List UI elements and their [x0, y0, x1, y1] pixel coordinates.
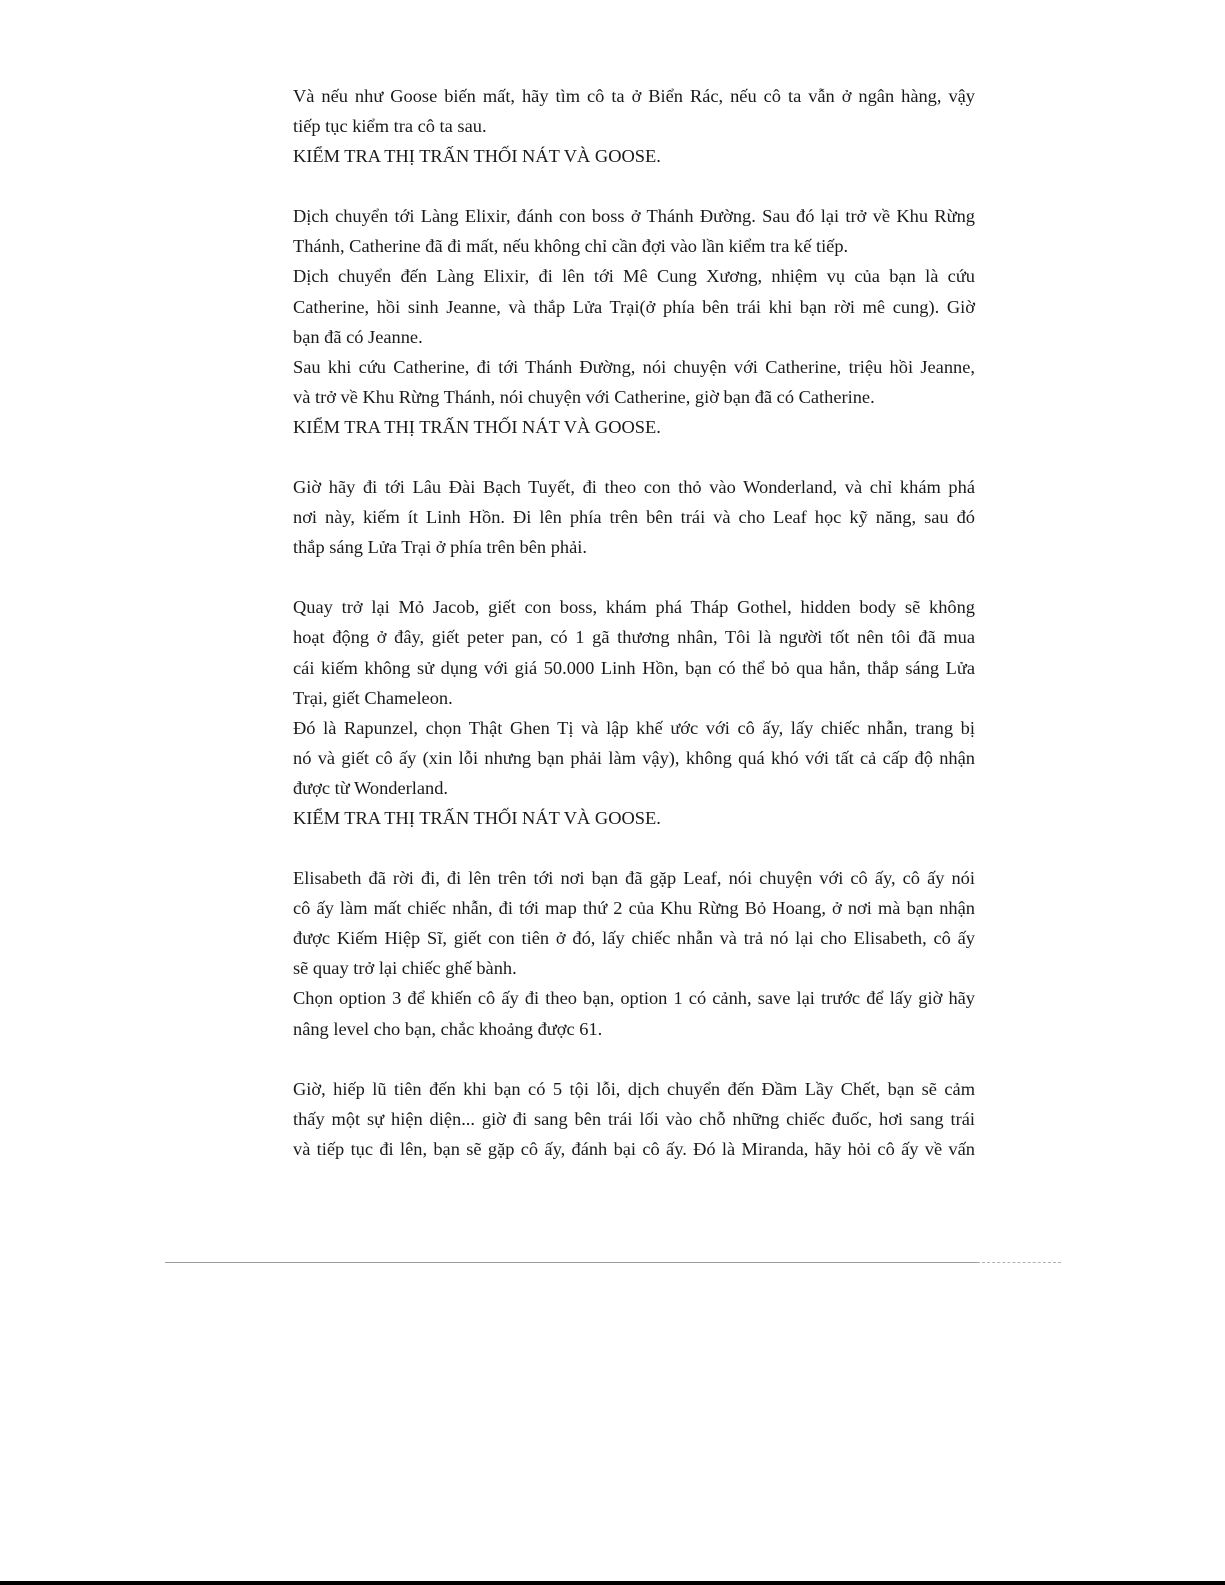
text-line: Trại, giết Chameleon. [293, 687, 453, 708]
page-break-line [165, 1262, 977, 1263]
text-line: và tiếp tục đi lên, bạn sẽ gặp cô ấy, đánh bại cô ấy. Đó là Miranda, hãy hỏi cô ấy về vấn [293, 1138, 975, 1159]
paragraph-elisabeth [293, 863, 975, 1044]
text-line: Dịch chuyển tới Làng Elixir, đánh con boss ở Thánh Đường. Sau đó lại trở về Khu Rừng [293, 206, 975, 227]
text-line: Thánh, Catherine đã đi mất, nếu không chỉ cần đợi vào lần kiểm tra kế tiếp. [293, 236, 849, 257]
text-line: Quay trở lại Mỏ Jacob, giết con boss, khám phá Tháp Gothel, hidden body sẽ không [293, 597, 975, 618]
text-line: tiếp tục kiểm tra cô ta sau. [293, 116, 487, 137]
text-line: cái kiếm không sử dụng với giá 50.000 Linh Hồn, bạn có thể bỏ qua hắn, thắp sáng Lửa [293, 657, 975, 678]
text-line: Giờ, hiếp lũ tiên đến khi bạn có 5 tội lỗi, dịch chuyển đến Đầm Lầy Chết, bạn sẽ cảm [293, 1078, 975, 1099]
text-line: Đó là Rapunzel, chọn Thật Ghen Tị và lập khế ước với cô ấy, lấy chiếc nhẫn, trang bị [293, 717, 975, 738]
text-line: Catherine, hồi sinh Jeanne, và thắp Lửa Trại(ở phía bên trái khi bạn rời mê cung). Giờ [293, 296, 975, 317]
paragraph-jacob-mine [293, 592, 975, 833]
paragraph-snow-white-castle [293, 472, 975, 562]
paragraph-elixir-village [293, 201, 975, 442]
text-line: Sau khi cứu Catherine, đi tới Thánh Đường, nói chuyện với Catherine, triệu hồi Jeanne, [293, 356, 975, 377]
page-break-line-tail [977, 1262, 1061, 1263]
text-line: sẽ quay trở lại chiếc ghế bành. [293, 958, 517, 979]
text-line: được Kiếm Hiệp Sĩ, giết con tiên ở đó, lấy chiếc nhẫn và trả nó lại cho Elisabeth, cô ấy [293, 928, 975, 949]
text-line: thắp sáng Lửa Trại ở phía trên bên phải. [293, 537, 587, 558]
text-line: KIỂM TRA THỊ TRẤN THỐI NÁT VÀ GOOSE. [293, 807, 661, 828]
paragraph-dead-swamp [293, 1074, 975, 1164]
text-line: KIỂM TRA THỊ TRẤN THỐI NÁT VÀ GOOSE. [293, 416, 661, 437]
text-line: thấy một sự hiện diện... giờ đi sang bên trái lối vào chỗ những chiếc đuốc, hơi sang trái [293, 1108, 975, 1129]
text-line: được từ Wonderland. [293, 777, 449, 798]
text-line: nâng level cho bạn, chắc khoảng được 61. [293, 1018, 603, 1039]
text-line: Giờ hãy đi tới Lâu Đài Bạch Tuyết, đi theo con thỏ vào Wonderland, và chỉ khám phá [293, 477, 975, 498]
text-line: Và nếu như Goose biến mất, hãy tìm cô ta ở Biển Rác, nếu cô ta vẫn ở ngân hàng, vậy [293, 86, 975, 106]
paragraph-goose-check [293, 81, 975, 171]
page-bottom-edge [0, 1581, 1225, 1585]
text-line: Elisabeth đã rời đi, đi lên trên tới nơi bạn đã gặp Leaf, nói chuyện với cô ấy, cô ấy nói [293, 868, 975, 889]
text-line: Chọn option 3 để khiến cô ấy đi theo bạn, option 1 có cảnh, save lại trước để lấy giờ hãy [293, 988, 975, 1009]
text-line: Dịch chuyển đến Làng Elixir, đi lên tới Mê Cung Xương, nhiệm vụ của bạn là cứu [293, 266, 975, 287]
text-line: nó và giết cô ấy (xin lỗi nhưng bạn phải làm vậy), không quá khó với tất cả cấp độ nhận [293, 747, 975, 768]
text-line: cô ấy làm mất chiếc nhẫn, đi tới map thứ 2 của Khu Rừng Bỏ Hoang, ở nơi mà bạn nhận [293, 898, 975, 919]
document-body [293, 81, 975, 1194]
text-line: nơi này, kiếm ít Linh Hồn. Đi lên phía trên bên trái và cho Leaf học kỹ năng, sau đó [293, 507, 975, 528]
text-line: và trở về Khu Rừng Thánh, nói chuyện với Catherine, giờ bạn đã có Catherine. [293, 386, 875, 407]
text-line: KIỂM TRA THỊ TRẤN THỐI NÁT VÀ GOOSE. [293, 146, 661, 167]
text-line: bạn đã có Jeanne. [293, 326, 423, 347]
text-line: hoạt động ở đây, giết peter pan, có 1 gã thương nhân, Tôi là người tốt nên tôi đã mua [293, 627, 975, 648]
